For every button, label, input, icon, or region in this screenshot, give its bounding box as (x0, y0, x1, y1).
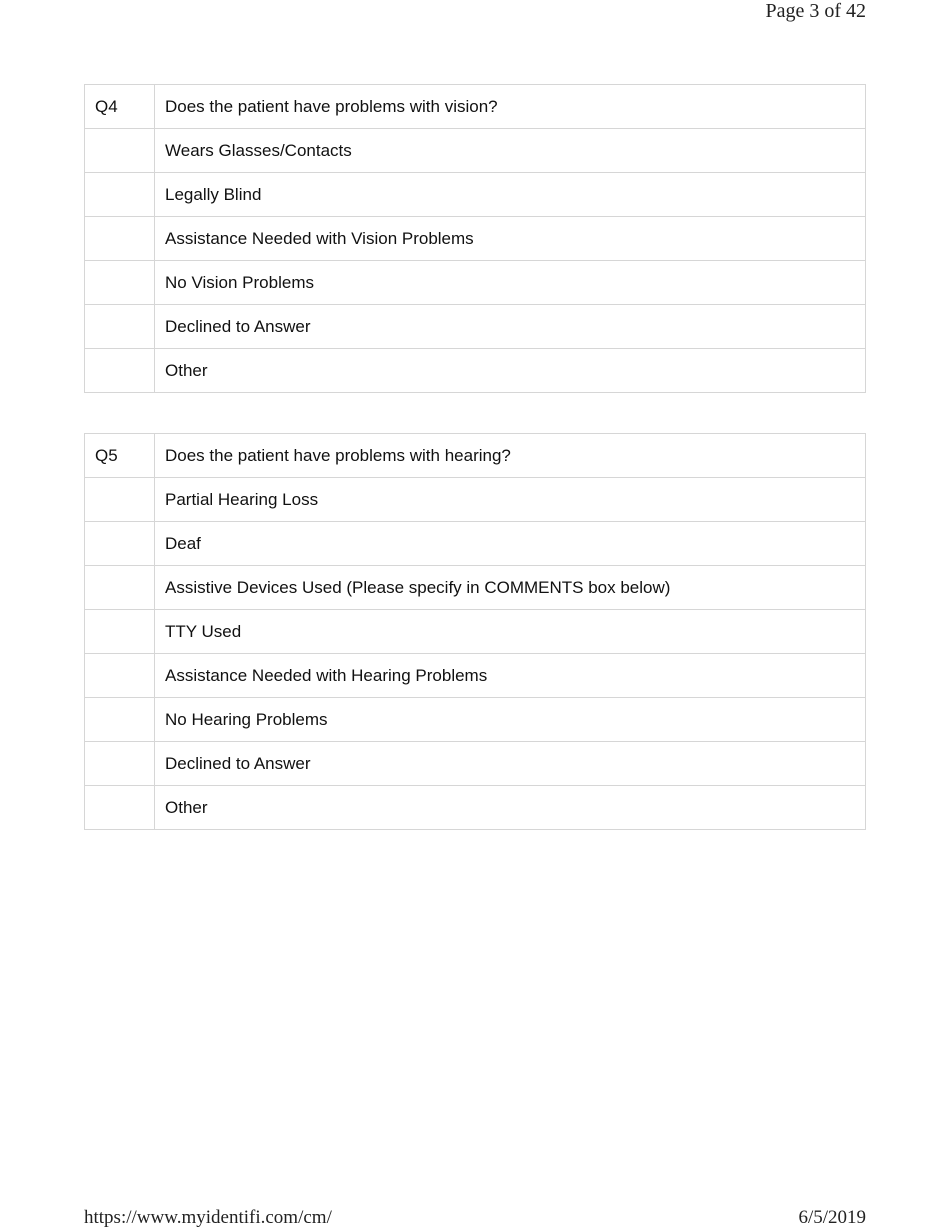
question-text: Does the patient have problems with vision? (155, 85, 866, 129)
option-row[interactable] (85, 349, 866, 393)
option-empty-cell (85, 610, 155, 654)
question-row (85, 85, 866, 129)
option-empty-cell (85, 786, 155, 830)
option-empty-cell (85, 217, 155, 261)
question-row (85, 434, 866, 478)
option-empty-cell (85, 349, 155, 393)
option-row[interactable] (85, 522, 866, 566)
option-empty-cell (85, 478, 155, 522)
option-label: Deaf (155, 522, 866, 566)
option-label: Other (155, 349, 866, 393)
option-row[interactable] (85, 742, 866, 786)
option-label: Declined to Answer (155, 742, 866, 786)
option-row[interactable] (85, 261, 866, 305)
option-empty-cell (85, 305, 155, 349)
option-label: TTY Used (155, 610, 866, 654)
option-row[interactable] (85, 305, 866, 349)
option-label: Other (155, 786, 866, 830)
option-empty-cell (85, 173, 155, 217)
option-label: Partial Hearing Loss (155, 478, 866, 522)
option-row[interactable] (85, 566, 866, 610)
question-table-q4 (84, 84, 866, 393)
footer-url: https://www.myidentifi.com/cm/ (84, 1207, 332, 1228)
option-empty-cell (85, 129, 155, 173)
option-empty-cell (85, 654, 155, 698)
question-table-q5 (84, 433, 866, 830)
option-label: Assistive Devices Used (Please specify in COMMENTS box below) (155, 566, 866, 610)
option-row[interactable] (85, 654, 866, 698)
option-empty-cell (85, 566, 155, 610)
option-empty-cell (85, 698, 155, 742)
option-row[interactable] (85, 478, 866, 522)
question-id: Q4 (85, 85, 155, 129)
question-id: Q5 (85, 434, 155, 478)
option-row[interactable] (85, 217, 866, 261)
option-label: No Vision Problems (155, 261, 866, 305)
option-row[interactable] (85, 173, 866, 217)
option-empty-cell (85, 742, 155, 786)
question-text: Does the patient have problems with hearing? (155, 434, 866, 478)
option-row[interactable] (85, 610, 866, 654)
option-row[interactable] (85, 698, 866, 742)
option-label: Wears Glasses/Contacts (155, 129, 866, 173)
option-row[interactable] (85, 786, 866, 830)
option-empty-cell (85, 522, 155, 566)
footer-date: 6/5/2019 (798, 1207, 866, 1228)
option-label: Assistance Needed with Vision Problems (155, 217, 866, 261)
option-label: Legally Blind (155, 173, 866, 217)
option-label: No Hearing Problems (155, 698, 866, 742)
option-label: Assistance Needed with Hearing Problems (155, 654, 866, 698)
option-row[interactable] (85, 129, 866, 173)
option-empty-cell (85, 261, 155, 305)
page-number: Page 3 of 42 (765, 0, 866, 22)
option-label: Declined to Answer (155, 305, 866, 349)
